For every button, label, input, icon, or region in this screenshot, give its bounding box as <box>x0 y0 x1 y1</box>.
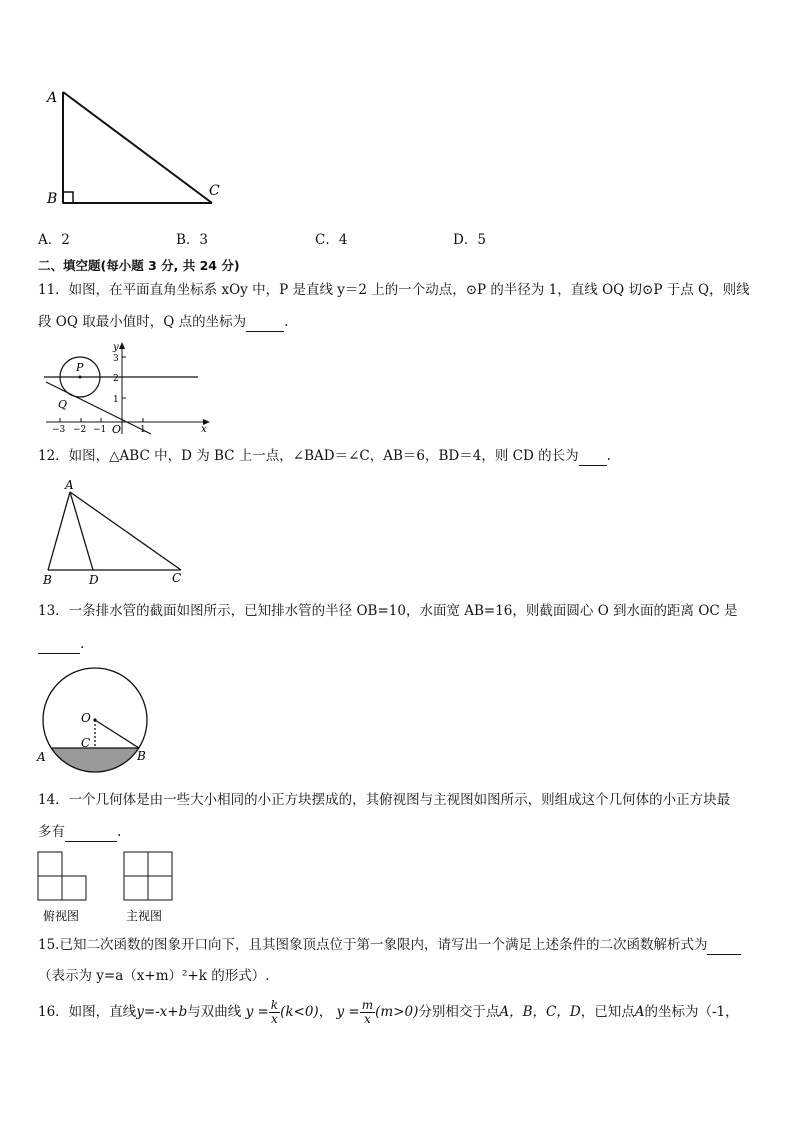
q14-line1: 14．一个几何体是由一些大小相同的小正方块摆成的，其俯视图与主视图如图所示，则组成这个几何体的小正方块最 <box>38 792 731 808</box>
q10-choice-d: D．5 <box>453 232 486 248</box>
q11-xtick-1: 1 <box>140 425 146 435</box>
q11-ytick-1: 1 <box>113 395 119 405</box>
q12-label-b: B <box>43 573 52 587</box>
q10-choice-a: A．2 <box>38 232 70 248</box>
q13-label-c: C <box>81 736 91 750</box>
q11-line2: 段 OQ 取最小值时，Q 点的坐标为 . <box>38 314 289 330</box>
q11-q-label: Q <box>58 398 68 411</box>
q12-label-d: D <box>89 573 99 587</box>
q11-origin-label: O <box>112 423 122 436</box>
q11-ytick-2: 2 <box>113 374 119 384</box>
q15-line1: 15.已知二次函数的图象开口向下，且其图象顶点位于第一象限内，请写出一个满足上述条件的二次函数解析式为 <box>38 935 741 955</box>
q12-triangle-figure <box>38 476 198 588</box>
q11-y-label: y <box>113 342 119 353</box>
q11-ytick-3: 3 <box>113 354 119 364</box>
q10-label-b: B <box>47 191 58 207</box>
q11-p-label: P <box>76 361 84 374</box>
q13-pipe-figure <box>36 660 156 776</box>
q16-line-eq: y=-x+b <box>136 1004 188 1020</box>
q13-line2: . <box>38 634 84 654</box>
q16-frac-m: $\frac{m}{x}$ <box>361 998 374 1026</box>
q12-label-c: C <box>172 571 182 585</box>
q10-label-c: C <box>209 183 220 199</box>
q13-label-b: B <box>137 749 146 763</box>
q16-line: 16．如图，直线y=-x+b与双曲线 y = $\frac{k}{x}$ (k<0)， y = $\frac{m}{x}$ (m>0)分别相交于点A，B，C，D，已知点A的坐标为（-1， <box>38 998 739 1026</box>
q12-text: 12．如图，△ABC 中，D 为 BC 上一点，∠BAD＝∠C，AB＝6，BD＝4，则 CD 的长为 . <box>38 448 611 464</box>
q10-triangle-figure <box>40 80 240 215</box>
q14-front-view-label: 主视图 <box>126 909 163 923</box>
q13-label-a: A <box>37 750 46 764</box>
q16-frac-k: $\frac{k}{x}$ <box>270 998 279 1026</box>
q14-views-figure <box>36 848 176 926</box>
q13-line1: 13．一条排水管的截面如图所示，已知排水管的半径 OB=10，水面宽 AB=16，则截面圆心 O 到水面的距离 OC 是 <box>38 603 738 619</box>
q11-xtick-neg2: −2 <box>73 425 87 435</box>
q15-line2: （表示为 y=a（x+m）²+k 的形式）. <box>38 968 270 984</box>
q11-x-label: x <box>201 424 207 435</box>
q11-xtick-neg3: −3 <box>52 425 66 435</box>
q11-line1: 11．如图，在平面直角坐标系 xOy 中，P 是直线 y＝2 上的一个动点，⊙P 的半径为 1，直线 OQ 切⊙P 于点 Q，则线 <box>38 282 750 298</box>
q10-choice-c: C．4 <box>315 232 348 248</box>
q10-label-a: A <box>47 90 58 106</box>
q11-coordinate-figure <box>36 340 216 438</box>
q12-label-a: A <box>65 478 74 492</box>
q10-choice-b: B．3 <box>176 232 209 248</box>
q14-line2: 多有 . <box>38 824 122 840</box>
q11-xtick-neg1: −1 <box>93 425 107 435</box>
section-title: 二、填空题(每小题 3 分, 共 24 分) <box>38 258 240 273</box>
q14-top-view-label: 俯视图 <box>43 909 80 923</box>
q13-label-o: O <box>81 711 91 725</box>
